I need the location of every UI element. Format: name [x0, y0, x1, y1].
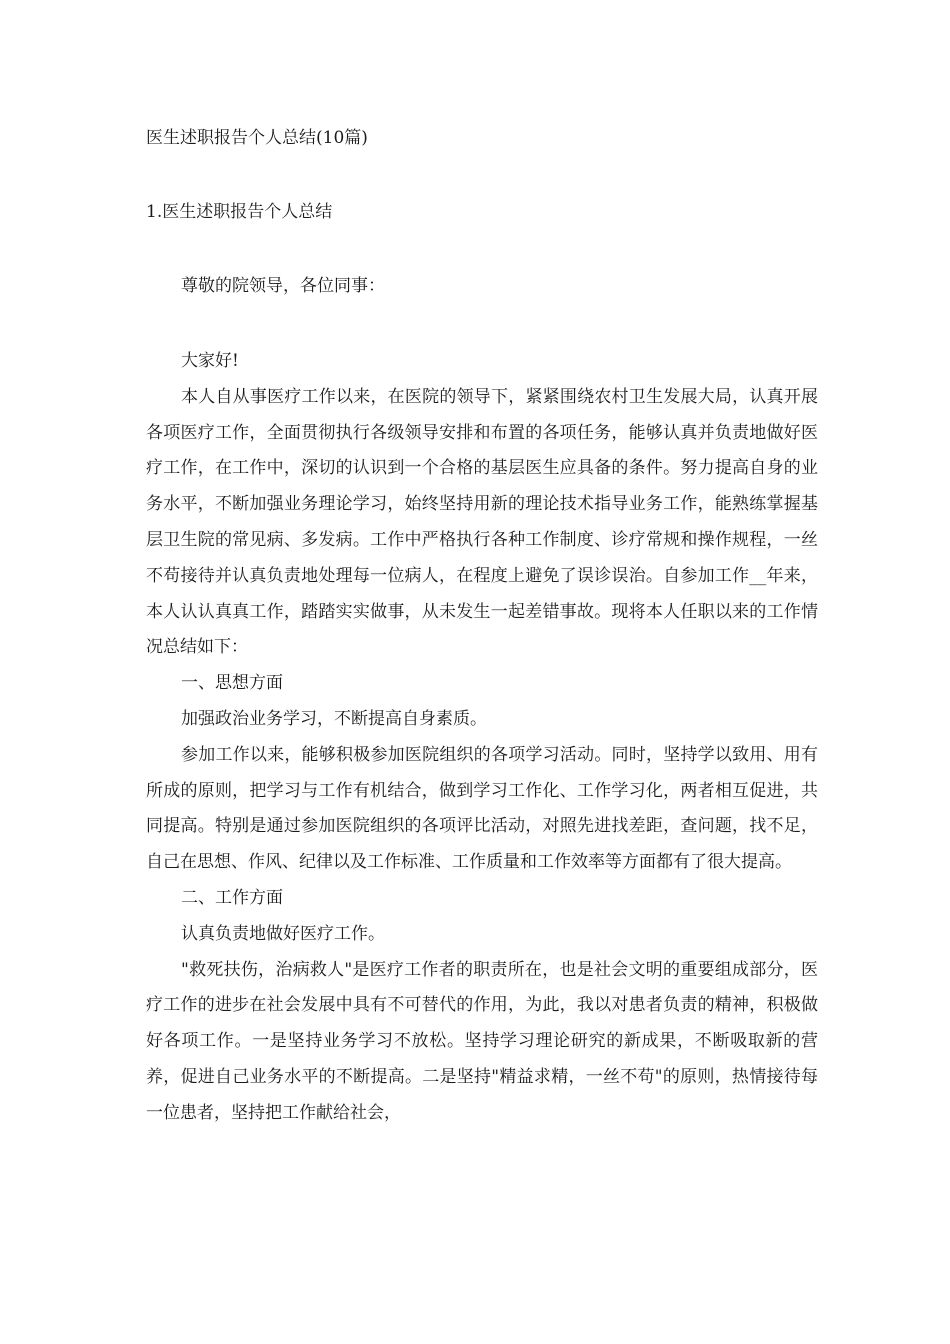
paragraph-work-summary: 认真负责地做好医疗工作。	[181, 923, 385, 944]
section-heading: 1.医生述职报告个人总结	[146, 202, 333, 222]
salutation: 尊敬的院领导，各位同事：	[181, 276, 385, 296]
body-text	[146, 344, 818, 1132]
heading-work: 二、工作方面	[181, 887, 283, 908]
paragraph-greeting: 大家好!	[181, 351, 239, 371]
document-title: 医生述职报告个人总结(10篇)	[146, 128, 368, 148]
paragraph-work-detail: "救死扶伤，治病救人"是医疗工作者的职责所在，也是社会文明的重要组成部分，医疗工作的进步在社会发展中具有不可替代的作用，为此，我以对患者负责的精神，积极做好各项工作。一是坚持业务学习不放松。坚持学习理论研究的新成果，不断吸取新的营养，促进自己业务水平的不断提高。二是坚持"精益求精，一丝不苟"的原则，热情接待每一位患者，坚持把工作献给社会，	[146, 959, 818, 1123]
heading-thought: 一、思想方面	[181, 673, 283, 694]
paragraph-introduction: 本人自从事医疗工作以来，在医院的领导下，紧紧围绕农村卫生发展大局，认真开展各项医疗工作，全面贯彻执行各级领导安排和布置的各项任务，能够认真并负责地做好医疗工作，在工作中，深切的认识到一个合格的基层医生应具备的条件。努力提高自身的业务水平，不断加强业务理论学习，始终坚持用新的理论技术指导业务工作，能熟练掌握基层卫生院的常见病、多发病。工作中严格执行各种工作制度、诊疗常规和操作规程，一丝不苟接待并认真负责地处理每一位病人，在程度上避免了误诊误治。自参加工作__年来，本人认认真真工作，踏踏实实做事，从未发生一起差错事故。现将本人任职以来的工作情况总结如下：	[146, 386, 818, 658]
paragraph-thought-summary: 加强政治业务学习，不断提高自身素质。	[181, 708, 487, 729]
paragraph-thought-detail: 参加工作以来，能够积极参加医院组织的各项学习活动。同时，坚持学以致用、用有所成的原则，把学习与工作有机结合，做到学习工作化、工作学习化，两者相互促进，共同提高。特别是通过参加医院组织的各项评比活动，对照先进找差距，查问题，找不足，自己在思想、作风、纪律以及工作标准、工作质量和工作效率等方面都有了很大提高。	[146, 744, 818, 873]
